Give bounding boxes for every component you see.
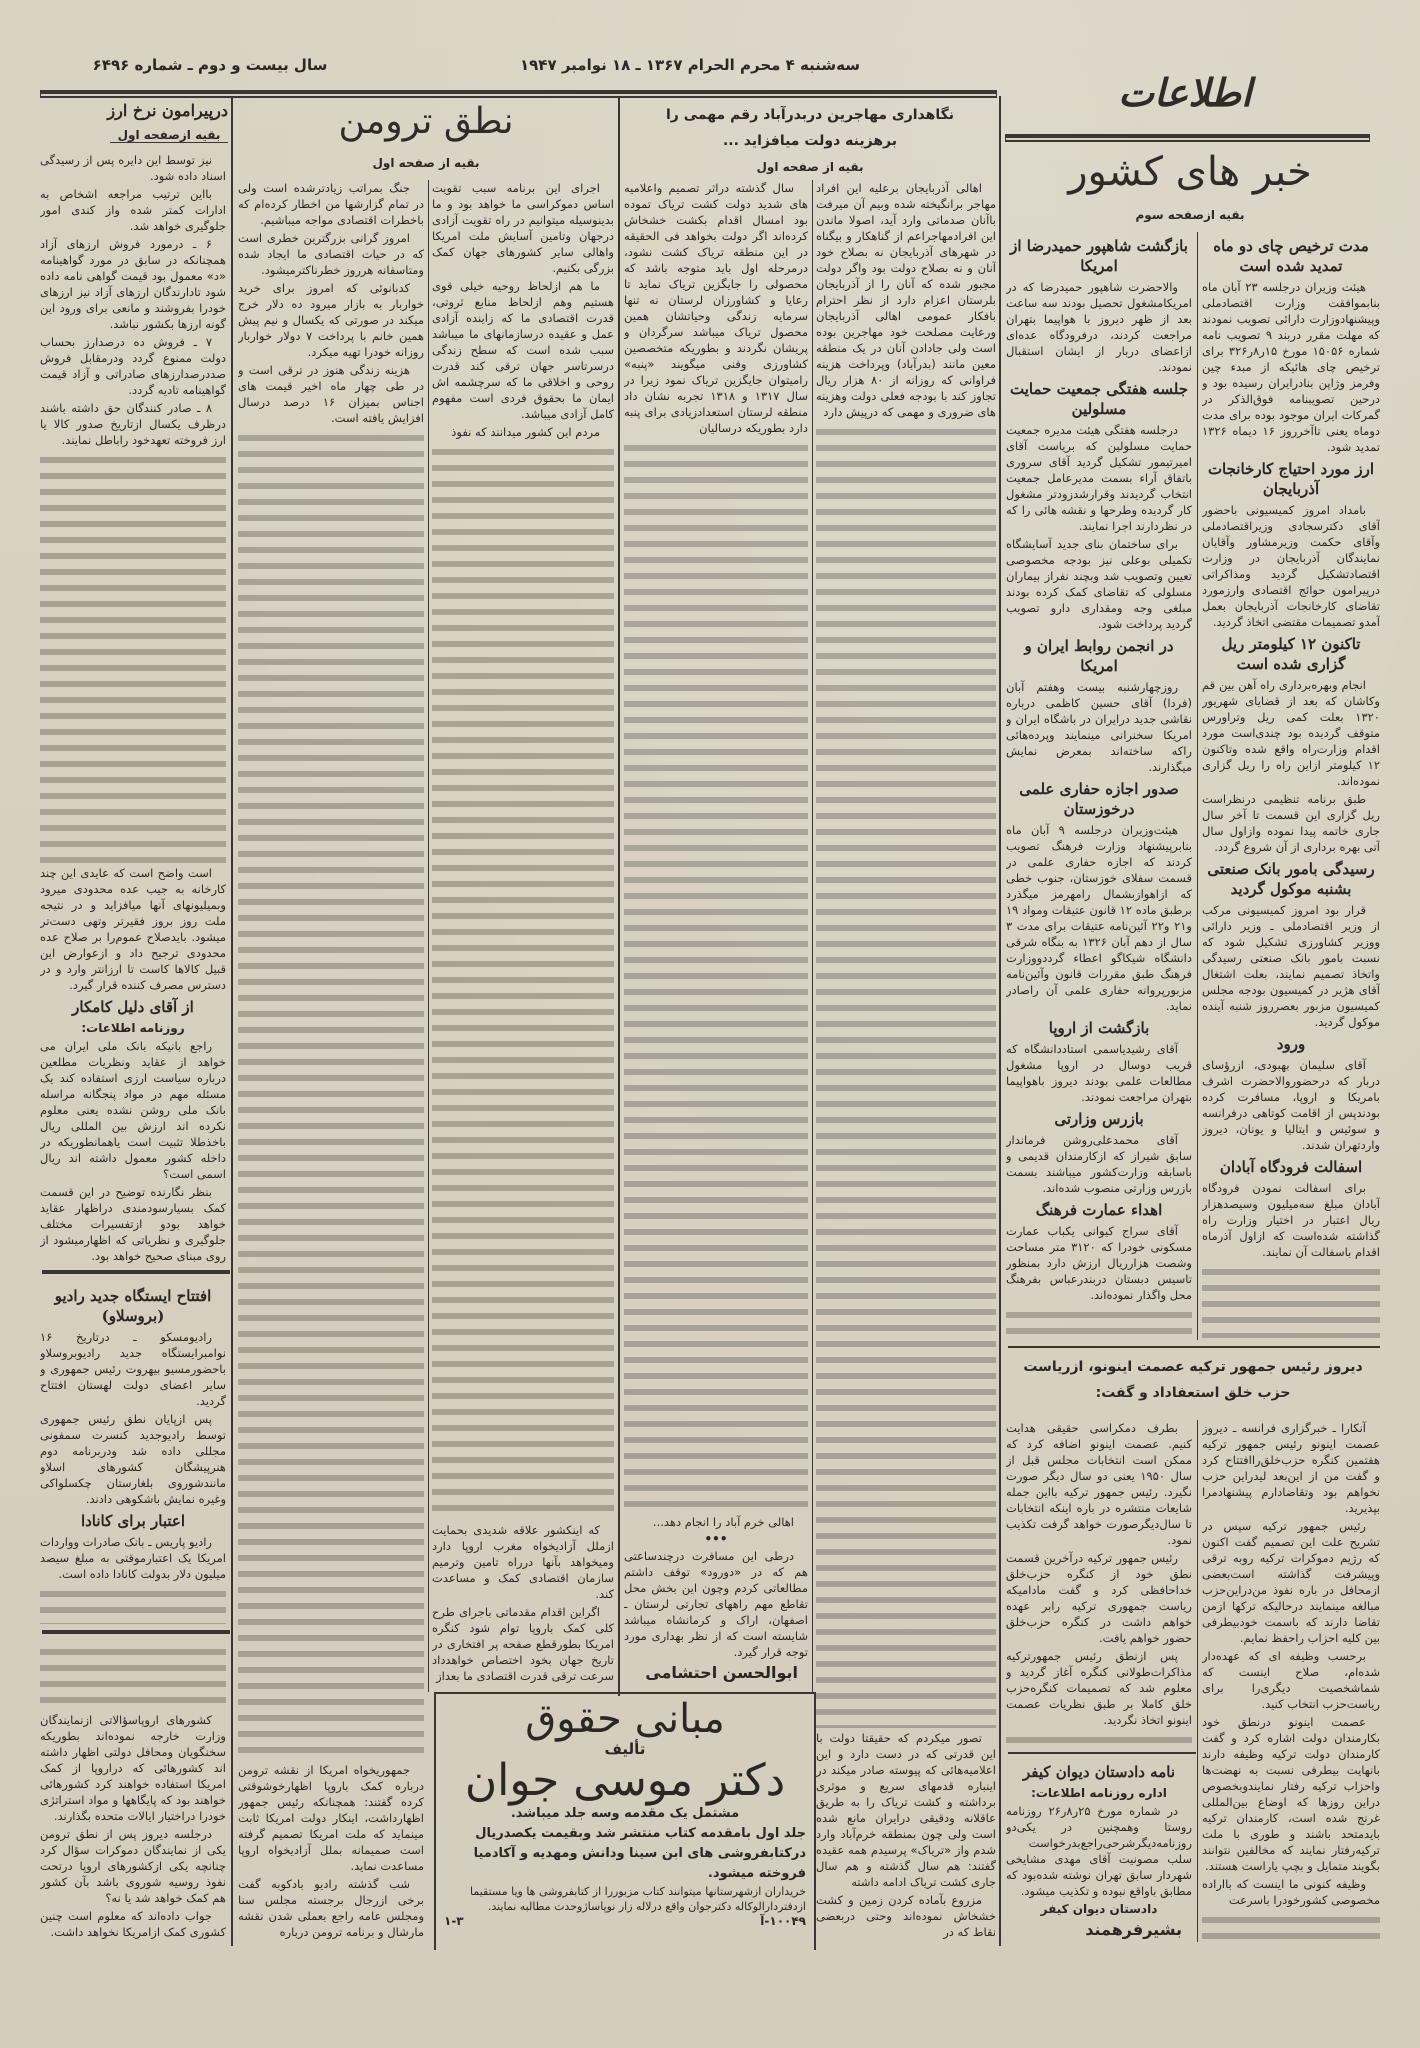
article-paragraph: اهالی خرم آباد را انجام دهد...: [652, 1515, 794, 1529]
migrants-headline: [624, 102, 996, 154]
article-heading: بازگشت از اروپا: [1048, 1019, 1150, 1037]
article-paragraph: اگراین اقدام مقدماتی باجرای طرح کلی کمک باروپا توام شود کنگره امریکا بطورقطع صفحه پر افتخاری در تاریخ جهان بخود اختصاص خواهدداد سرعت ترقی قدرت اقتصادی ما بعداز: [432, 1605, 614, 1683]
article-paragraph: ۷ ـ فروش ده درصدارز بحساب دولت ممنوع گردد ودرمقابل فروش صددرصدارزهای صادراتی و آزاد قیمت گواهینامه تادیه گردد.: [40, 335, 226, 397]
text-lines: [432, 444, 614, 1520]
turkey-headline: [1003, 1354, 1383, 1406]
ad-run: ۱-۳: [444, 1914, 464, 1928]
article-paragraph: والاحضرت شاهپور حمیدرضا که در امریکامشغول تحصیل بودند سه ساعت بعد از ظهر دیروز با هواپیما بتهران مراجعت کردند، درفرودگاه عده‌ای ازاعضای دربار از ایشان استقبال نمودند.: [1006, 280, 1192, 374]
book-advertisement: [434, 1692, 816, 1950]
article-bottom: [432, 1522, 614, 1686]
column-divider: [1197, 1420, 1198, 1942]
article-paragraph: برای ساختمان بنای جدید آسایشگاه تکمیلی بوعلی نیز بودجه مخصوصی تعیین وتصویب شد وبچند نفراز بیماران مسلولی که تقاضای کمک کرده بودند مبلغی وجه ومقداری دارو تصویب گردید پرداخت شود.: [1006, 537, 1192, 631]
migrants-left-column: [624, 180, 808, 1686]
article-paragraph: رادیومسکو ـ درتاریخ ۱۶ نوامبرایستگاه جدید رادیوبروسلاو باحضورمسیو بیهروت رئیس جمهوری و سایر اعضای دولت لهستان افتتاح گردید.: [40, 1330, 226, 1408]
section-rule: [1005, 134, 1370, 138]
column-divider: [231, 96, 233, 1946]
headline-line: برهزینه دولت میافزاید ...: [722, 133, 898, 149]
truman-left-column: [238, 180, 424, 1942]
continued-note: بقیه ازصفحه سوم: [1135, 208, 1245, 222]
article-body: [40, 1282, 226, 1584]
article-paragraph: است واضح است که عایدی این چند کارخانه به جیب عده محدودی میرود وبمیلیونهای آنها میافزاید و در نتیجه ملت روز بروز فقیرتر وتهی دست‌تر میشود. بایدصلاح عموم‌را بر صلاح عده محدودی ترجیح داد و ازعوارض این قبیل کالاها کاست تا ارزانتر وارد و در دسترس مصرف کننده قرار گیرد.: [40, 866, 226, 992]
text-lines: [40, 1644, 226, 1710]
article-paragraph: روزچهارشنبه بیست وهفتم آبان (فردا) آقای حسین کاظمی درباره نقاشی جدید درایران در باشگاه ایران و امریکا سخنرانی مینمایند وپرده‌هائی راکه ساخته‌اند بمعرض نمایش میگذارند.: [1006, 680, 1192, 774]
article-heading: از آقای دلیل کامکار: [72, 998, 194, 1016]
article-paragraph: شب گذشته رادیو بادکوبه گفت برخی ازرجال برجسته مجلس سنا ومجلس عامه راجع بعملی شدن نقشه مارشال و برنامه ترومن درباره: [238, 1877, 424, 1939]
article-paragraph: درجلسه دیروز پس از نطق ترومن یکی از نمایندگان دموکرات سؤال کرد چنانچه یکی ازکشورهای اروپا درتحت نفوذ روسیه شوروی باشد بآن کشور هم کمک خواهد شد یا نه؟: [40, 1827, 226, 1905]
section-rule: [42, 1270, 230, 1274]
article-paragraph: امروز گرانی بزرگترین خطری است که در حیات اقتصادی ما ایجاد شده ومتاسفانه هرروز خطرناکترمیشود.: [238, 231, 424, 277]
continued-note: بقیه ازصفحه اول: [110, 128, 228, 143]
national-right-column: [1202, 232, 1380, 1340]
article-paragraph: کدبانوئی که امروز برای خرید خواربار به بازار میرود ده دلار خرج میکند در صورتی که یکسال و نیم پیش همین خانم با پرداخت ۷ دولار خواربار روزانه خودرا تهیه میکرد.: [238, 281, 424, 359]
ad-book-title: مبانی حقوق: [525, 1696, 725, 1742]
ad-author: دکتر موسی جوان: [464, 1755, 786, 1806]
article-heading: اعتبار برای کانادا: [80, 1512, 186, 1530]
national-left-column: [1006, 232, 1192, 1340]
article-heading: اهداء عمارت فرهنگ: [1035, 1201, 1163, 1219]
masthead-logo: اطلاعات: [1118, 70, 1252, 115]
headline-line: حزب خلق استعفاداد و گفت:: [1095, 1385, 1291, 1401]
ad-note: خریداران ازشهرستانها میتوانند کتاب مزبوررا از کتابفروشی ها ویا مستقیما ازدفتردارالوکاله دکترجوان واقع درلاله زار نوپاساژوحدت مطالبه نمایند.: [469, 1885, 806, 1913]
column-divider: [812, 180, 813, 1692]
article-paragraph: درطی این مسافرت درچندساعتی هم که در «دورود» توقف داشتم مطالعاتی کردم وچون این بخش محل تقاطع مهم راههای تجارتی لرستان ـ اصفهان، اراک و کرمانشاه میباشد شایسته است که از نظر بهداری مورد توجه قرار گیرد.: [624, 1549, 808, 1659]
article-top: [624, 180, 808, 438]
text-lines: [1006, 1307, 1192, 1338]
article-paragraph: آقای سلیمان بهبودی، ازرؤسای دربار که درحضوروالاحضرت اشرف بامریکا و اروپا، مسافرت کرده بودندپس از اقامت کوتاهی درفرانسه و سوئیس و ایتالیا و یونان، دیروز واردتهران شدند.: [1202, 1058, 1380, 1152]
article-paragraph: نیز توسط این دایره پس از رسیدگی اسناد داده شود.: [40, 153, 226, 183]
article-heading: بازگشت شاهپور حمیدرضا از امریکا: [1010, 237, 1188, 275]
article-top: [238, 180, 424, 428]
article-heading: مدت ترخیص چای دو ماه تمدید شده است: [1213, 237, 1369, 275]
article-paragraph: بنظر نگارنده توضیح در این قسمت کمک بسیارسودمندی دراظهار عقاید خواهد بودو ازتفسیرات مختلف جلوگیری و نظریاتی که اظهارمیشود از روی مبنای صحیح خواهد بود.: [40, 1185, 226, 1263]
ad-line: جلد اول بامقدمه کتاب منتشر شد وبقیمت یکصدریال: [475, 1826, 806, 1841]
article-paragraph: ۸ ـ صادر کنندگان حق داشته باشند درظرف یکسال ازتاریخ صدور کالا یا ارز فروخته تعهدخود راباطل نمایند.: [40, 401, 226, 447]
article-paragraph: در شماره مورخ ۲۵ر۸ر۲۶ روزنامه روستا وهمچنین در یکی‌دو روزنامه‌دیگرشرحی‌راجع‌بدرخواست سلب مصونیت آقای مهدی مشایخی شهردار سابق تهران نوشته شده‌بود که مطابق باواقع نبوده و تکذیب میشود.: [1006, 1804, 1192, 1898]
article-paragraph: کشورهای اروپاسؤالاتی ازنمایندگان وزارت خارجه نموده‌اند بطوریکه سخنگویان ومحافل دولتی اظهار داشته اند کشورهائی که دراروپا از کمک امریکا استفاده خواهند کرد کشورهائی خواهند بود که پایگاهها و مواد استراتژی خودرا دراختیار ایالات متحده بگذارند.: [40, 1713, 226, 1823]
article-paragraph: مردم این کشور میدانند که نفوذ: [451, 425, 600, 439]
article-paragraph: بامداد امروز کمیسیونی باحضور آقای دکترسجادی وزیراقتصادملی وآقای حکمت وزیرمشاور وآقایان نمایندگان آذربایجان در وزارت اقتصادتشکیل گردید ومذاکراتی درپیرامون حوائج اقتصادی وارزمورد تقاضای کارخانجات آذربایجان بعمل آمدو تصمیمات مقتضی اتخاذ گردید.: [1202, 503, 1380, 629]
currency-headline: درپیرامون نرخ ارز: [107, 101, 228, 120]
article-bottom: [624, 1514, 808, 1686]
article-bottom: [816, 1730, 996, 1942]
migrants-right-column: [816, 180, 996, 1942]
article-paragraph: پس ازپایان نطق رئیس جمهوری توسط رادیوجدید کنسرت سمفونی مجللی داده شد ودربرنامه دوم هنرپیشگان کشورهای اسلاو مانندشوروی بلغارستان چکسلواکی وغیره نمایش باشکوهی دادند.: [40, 1412, 226, 1506]
column-divider: [999, 96, 1001, 1946]
article-paragraph: هزینه زندگی هنوز در ترقی است و در طی چهار ماه اخیر قیمت های اجناس بمیزان ۱۶ درصد درسال افزایش یافته است.: [238, 363, 424, 425]
ad-line: فروخته میشود.: [707, 1866, 806, 1881]
ad-line: درکتابفروشی های ابن سینا ودانش ومهدیه و آکادمیا: [473, 1846, 806, 1861]
issue-date: سه‌شنبه ۴ محرم الحرام ۱۳۶۷ ـ ۱۸ نوامبر ۱۹۴۷: [520, 56, 860, 74]
article-paragraph: انجام وبهره‌برداری راه آهن بین قم وکاشان که بعد از قضایای شهریور ۱۳۲۰ بعلت کمی ریل وتراورس متوقف گردیده بود چندی‌است مورد اقدام وزارت‌راه واقع شده وتاکنون ۱۲ کیلومتر ازاین راه را ریل گزاری نموده‌اند.: [1202, 678, 1380, 788]
section-rule: [1008, 1752, 1196, 1754]
article-heading: جلسه هفتگی جمعیت حمایت مسلولین: [1010, 380, 1188, 418]
article-paragraph: ما هم ازلحاظ روحیه خیلی قوی هستیم وهم ازلحاظ منابع ثروتی، قدرت اقتصادی ما که زاینده آزادی عمل و عقیده درسازمانهای ما میباشد سبب شده است که سطح زندگی درسرتاسر جهان ترقی کند قدرت روحی و اخلاقی ما که سرچشمه اش ایمان ما بحقوق فردی است مفهوم کامل آزادی میباشد.: [432, 279, 614, 421]
article-heading: اسفالت فرودگاه آبادان: [1219, 1158, 1363, 1176]
article-heading: رسیدگی بامور بانک صنعتی بشنبه موکول گردید: [1207, 860, 1375, 898]
article-paragraph: بااین ترتیب مراجعه اشخاص به ادارات کمتر شده واز کندی امور جلوگیری خواهد شد.: [40, 187, 226, 233]
article-body: [1202, 1420, 1380, 1910]
article-bottom: [238, 1762, 424, 1942]
turkey-left-column: [1006, 1420, 1192, 1748]
truman-continuation: [40, 1642, 226, 1942]
article-paragraph: راجع بانیکه بانک ملی ایران می خواهد از عقاید ونظریات مطلعین درباره سیاست ارزی استفاده کند یک مسئله مهم در مواد پنجگانه مراسله بانک ملی روشن نشده یعنی معلوم نکرده اند ارزش بین المللی ریال باخذطلا تثبیت است یاهمانطوریکه در داخله کشور معمول داشته اند ریال اسمی است؟: [40, 1039, 226, 1181]
article-signature: ابوالحسن احتشامی: [645, 1663, 798, 1682]
article-subline: اداره روزنامه اطلاعات:: [1031, 1786, 1167, 1800]
article-subline: دادستان دیوان کیفر: [1040, 1902, 1158, 1916]
currency-article: [40, 152, 226, 1266]
ad-by-label: تألیف: [604, 1740, 646, 1758]
article-paragraph: جمهوریخواه امریکا از نقشه ترومن درباره کمک باروپا اظهارخوشوقتی کرده گفتند: همچنانکه رئیس جمهور اظهارداشت، اینکار دولت امریکا ثابت مینماید که ملت امریکا تصمیم گرفته است صمیمانه بملل آزادیخواه اروپا مساعدت نماید.: [238, 1763, 424, 1873]
article-heading: بازرس وزارتی: [1054, 1110, 1144, 1128]
article-bottom: [40, 865, 226, 1266]
article-paragraph: که اینکشور علاقه شدیدی بحمایت ازملل آزادیخواه مغرب اروپا دارد ومیخواهد بآنها درراه تامین وترمیم سازمان اقتصادی کمک و مساعدت کند.: [432, 1523, 614, 1601]
article-heading: صدور اجازه حفاری علمی درخوزستان: [1019, 780, 1179, 818]
article-paragraph: سال گذشته دراثر تصمیم واعلامیه های شدید دولت کشت تریاک تموده بود امسال اقدام بکشت خشخاش کرده‌اند اگر دولت بخواهد فی الحقیقه در این منطقه تریاک کشت نشود، درمرحله اول باید متوجه باشد که محصولی را جایگزین تریاک نماید تا رعایا و کشاورزان لرستان نه تنها سرمایه زندگی وحیاتشان همین محصول تریاک میباشد سرگردان و پریشان نگردند و بطوریکه متخصصین کشاورزی وفنی میگویند «پنبه» رامیتوان جایگزین تریاک نمود زیرا در سال ۱۳۱۷ و ۱۳۱۸ تجربه نشان داد منطقه لرستان استعدادزیادی برای پنبه دارد بطوریکه درسالیان: [624, 181, 808, 435]
article-paragraph: اهالی آذربایجان برعلیه این افراد مهاجر برانگیخته شده وبیم آن میرفت باآنان صدماتی وارد آید، اصولا ماندن این افرادمهاجراعم از گناهکار و بیگناه در شهرهای آذربایجان نه بصلاح خود آنان و نه بصلاح دولت بود واگر دولت مجبور شده که آنان را از آذربایجان بلرستان اعزام دارد از نظر احترام بافکار عمومی اهالی آذربایجان ورعایت مصلحت خود مهاجرین بوده است ولی جادادن آنان در یک منطقه معین مانند (بدرآباد) وپرداخت هزینه فراوانی که روزانه از ۸۰ هزار ریال تجاوز کند با بودجه فعلی دولت وهزینه های ضروری و مهمی که درپیش دارد: [816, 181, 996, 419]
prosecutor-letter: [1006, 1758, 1192, 1942]
column-divider: [1197, 232, 1198, 1340]
article-paragraph: عصمت اینونو درنطق خود بکارمندان دولت اشاره کرد و گفت کارمندان دولت ترکیه وظیفه دارند بانهایت بیطرفی نسبت به نهضت‌ها واحزاب ترکیه رفتار نمایندوبخصوص دراین روزها که اوضاع بین‌المللی غرنج شده است، کارمندان ترکیه بایدمتحد باشند و طوری با ملت ترکیه‌رفتار نمایند که مخالفین نتوانند بگویند متمایل و بچپ یاراست هستند.: [1202, 1715, 1380, 1873]
article-top: [816, 180, 996, 422]
article-paragraph: برای اسفالت نمودن فرودگاه آبادان مبلغ سه‌میلیون وسیصدهزار ریال اعتبار در اختیار وزارت راه گذاشته شده‌است که ازاول آذرماه اقدام باسفالت آن نمایند.: [1202, 1181, 1380, 1259]
text-lines: [40, 1586, 226, 1624]
article-heading: ورود: [1276, 1035, 1306, 1053]
article-paragraph: آقای محمدعلی‌روشن فرماندار سابق شیراز که ازکارمندان قدیمی و باسابقه وزارت‌کشور میباشند بسمت بازرس وزارتی منصوب شده‌اند.: [1006, 1133, 1192, 1195]
article-paragraph: آقای رشیدیاسمی استاددانشگاه که قریب دوسال در اروپا مشغول مطالعات علمی بودند دیروز باهواپیما بتهران مراجعت نمودند.: [1006, 1042, 1192, 1104]
article-paragraph: رادیو پاریس ـ بانک صادرات وواردات امریکا یک اعتبارموقتی به مبلغ سیصد میلیون دلار بدولت کانادا داده است.: [40, 1535, 226, 1581]
ad-codes: [444, 1914, 806, 1929]
radio-news: [40, 1282, 226, 1626]
article-paragraph: برحسب وظیفه ای که عهده‌دار شده‌ام، صلاح اینست که شماشخصیت دیگری‌را برای ریاست‌حزب انتخاب کنید.: [1202, 1649, 1380, 1711]
article-body: [40, 1712, 226, 1942]
text-lines: [816, 424, 996, 1728]
article-paragraph: تصور میکردم که حقیقتا دولت با این قدرتی که در دست دارد و این اعلامیه‌هائی که پیوسته صادر میکند در اینباره قدمهای سریع و موثری برداشته و کشت تریاک را به طریق عاقلانه ودقیقی درایران مانع شده است ولی چون بمنطقه خرم‌آباد وارد شدم واز «تریاک» پرسیدم همه عقیده گفتند: هم سال گذشته و هم سال جاری کشت تریاک ادامه داشته: [816, 1731, 996, 1889]
headline-line: دیروز رئیس جمهور ترکیه عصمت اینونو، ازریاست: [1023, 1359, 1363, 1375]
article-heading: افتتاح ایستگاه جدید رادیو (بروسلاو): [54, 1287, 212, 1325]
headline-line: نگاهداری مهاجرین دربدرآباد رقم مهمی را: [666, 107, 954, 123]
continued-note: بقیه از صفحه اول: [372, 156, 480, 170]
article-body: [1202, 232, 1380, 1262]
turkey-right-column: [1202, 1420, 1380, 1942]
text-lines: [40, 452, 226, 863]
section-rule: [1008, 1346, 1380, 1348]
ad-code: ۱۰۰۴۹-آ: [760, 1914, 806, 1928]
truman-headline: نطق ترومن: [338, 101, 514, 142]
ad-line: مشتمل یک مقدمه وسه جلد میباشد.: [510, 1806, 740, 1821]
text-lines: [1006, 1732, 1192, 1746]
article-paragraph: رئیس جمهور ترکیه سپس در تشریح علت این تصمیم گفت اکنون که رژیم دموکرات ترکیه روبه ترقی وپیشرفت گذاشته است‌بعضی ازمحافل در باره نفوذ من‌دراین‌حزب مبالغه مینمایند درحالیکه ترکها ازمن تقاضا دارند که باسمت خودبیطرفی بین کلیه احزاب راحفظ نمایم.: [1202, 1519, 1380, 1645]
article-signature: بشیرفرهمند: [1085, 1920, 1182, 1939]
section-rule: [42, 1630, 230, 1634]
article-paragraph: آنکارا ـ خبرگزاری فرانسه ـ دیروز عصمت اینونو رئیس جمهور ترکیه هفتمین کنگره حزب‌خلق‌راافتتاح کرد و گفت من از این‌بعد لیدراین حزب نخواهم بود وتقاضادارم پیشنهادمرا بپذیرید.: [1202, 1421, 1380, 1515]
article-heading: در انجمن روابط ایران و امریکا: [1024, 637, 1174, 675]
article-paragraph: جنگ بمراتب زیادترشده است ولی در تمام گزارشها من اخطار کرده‌ام که باخطرات اقتصادی مواجه میباشیم.: [238, 181, 424, 227]
article-paragraph: هیئت وزیران درجلسه ۲۳ آبان ماه بنابموافقت وزارت اقتصادملی وپیشنهادوزارت دارائی تصویب نمودند که مهلت مقرر دربند ۹ تصویب نامه شماره ۱۵۰۵۶ مورخ ۱۵ر۸ر۳۲۶ برای ترخیص چای هائیکه از مبدء چین وفرمز وژاپن بنادرایران رسیده بود و درحین تصویبنامه فوق‌الذکر در گمرکات ایران موجود بوده برای مدت دوماه یعنی تاآخرروز ۱۶ دیماه ۱۳۲۶ تمدید شود.: [1202, 280, 1380, 454]
issue-number: سال بیست و دوم ـ شماره ۶۴۹۶: [92, 56, 328, 74]
article-paragraph: رئیس جمهور ترکیه درآخرین قسمت نطق خود از کنگره حزب‌خلق خداحافظی کرد و گفت مادامیکه ریاست جمهوری ترکیه رابر عهده خواهم داشت در کنگره حزب‌خلق حضور خواهم یافت.: [1006, 1551, 1192, 1645]
article-paragraph: طبق برنامه تنظیمی درنظراست ریل گزاری این قسمت تا آخر سال جاری خاتمه پیدا نموده وازاول سال آتی بهره برداری از آن شروع گردد.: [1202, 792, 1380, 854]
text-lines: [238, 430, 424, 1760]
article-paragraph: بطرف دمکراسی حقیقی هدایت کنیم. عصمت اینونو اضافه کرد که ممکن است انتخابات مجلس قبل از سال ۱۹۵۰ یعنی دو سال دیگر صورت نگیرد. رئیس جمهور ترکیه بااین جمله شایعات منتشره در باره اینکه انتخابات تا سال‌دیگرصورت خواهد گرفت تکذیب نمود.: [1006, 1421, 1192, 1547]
article-paragraph: جواب داده‌اند که معلوم است چنین کشوری کمک ازامریکا نخواهد داشت.: [40, 1909, 226, 1939]
article-separator: •••: [704, 1532, 728, 1546]
article-paragraph: هیئت‌وزیران درجلسه ۹ آبان ماه بنابرپیشنهاد وزارت فرهنگ تصویب کردند که اجازه حفاری علمی در قسمت سفلای خوزستان، جنوب خطی که ازاهوازبشمال رامهرمز میگذرد برطبق ماده ۱۲ قانون عتیقات ومواد ۱۹ و۲۱ و۲۲ آئین‌نامه عتیقات برای مدت ۳ سال از دهم آبان ۱۳۲۶ به بنگاه شرقی دانشگاه شیکاگو اعطاء گرددووزارت فرهنگ طبق مقررات قانون وآئین‌نامه مزبورپروانه حفاری علمی آن راصادر نماید.: [1006, 823, 1192, 1013]
article-paragraph: مزروع بآماده کردن زمین و کشت خشخاش نموده‌اند وحتی دربعضی نقاط که در: [816, 1893, 996, 1939]
article-heading: نامه دادستان دیوان کیفر: [1022, 1763, 1175, 1781]
article-paragraph: آقای سراج کیوانی یکباب عمارت مسکونی خودرا که ۳۱۲۰ متر مساحت وشصت هزارریال ارزش دارد بمنظور تاسیس دبستان دربندرعباس بفرهنگ محل واگذار نموده‌اند.: [1006, 1224, 1192, 1302]
article-paragraph: پس ازنطق رئیس جمهورترکیه مذاکرات‌طولانی کنگره آغاز گردید و معلوم شد که تصمیمات کنگره‌حزب خلق کاملا بر طبق نظریات عصمت اینونو اتخاذ نگردید.: [1006, 1649, 1192, 1727]
article-body: [1006, 1420, 1192, 1730]
text-lines: [624, 440, 808, 1512]
column-divider: [428, 180, 429, 1692]
article-paragraph: درجلسه هفتگی هیئت مدیره جمعیت حمایت مسلولین که بریاست آقای امیرتیمور تشکیل گردید آقای سروری باتفاق آراء بسمت مدیرعامل جمعیت انتخاب گردیدند وقرارشدزودتر مشغول کار گردیده وطرحها و نقشه هائی را که در نظردارند اجرا نمایند.: [1006, 423, 1192, 533]
article-paragraph: قرار بود امروز کمیسیونی مرکب از وزیر اقتصادملی ـ وزیر دارائی ووزیر کشاورزی تشکیل شود که نسبت بامور بانک صنعتی رسیدگی واتخاذ تصمیم نمایند، بعلت اشتغال آقای هژیر در کمیسیون بودجه مجلس کمیسیون مزبور بعصرروز شنبه آینده موکول گردید.: [1202, 903, 1380, 1029]
article-top: [432, 180, 614, 442]
article-paragraph: وظیفه کنونی ما اینست که بااراده مخصوصی کشورخودرا باسرعت: [1202, 1877, 1380, 1907]
article-top: [40, 152, 226, 450]
article-body: [1006, 232, 1192, 1305]
article-body: [1006, 1758, 1192, 1942]
article-paragraph: اجرای این برنامه سبب تقویت اساس دموکراسی ما خواهد بود و ما بدینوسیله میتوانیم در راه تقویت آزادی درجهان وتامین آسایش ملت امریکا واهالی سایر کشورهای جهان کمک بزرگی بکنیم.: [432, 181, 614, 275]
truman-right-column: [432, 180, 614, 1686]
article-subline: روزنامه اطلاعات:: [81, 1021, 185, 1035]
national-news-headline: خبر های کشور: [1068, 149, 1312, 195]
header-rule: [40, 90, 997, 94]
text-lines: [1202, 1912, 1380, 1940]
continued-note: بقیه از صفحه اول: [756, 160, 864, 174]
text-lines: [1202, 1264, 1380, 1338]
column-divider: [618, 96, 620, 1696]
article-heading: ارز مورد احتیاج کارخانجات آذربایجان: [1207, 460, 1375, 498]
article-paragraph: ۶ ـ درمورد فروش ارزهای آزاد همچنانکه در سابق در مورد گواهینامه «د» معمول بود قیمت گواهی نامه داده شود تادارندگان ارزهای آزاد نیز ارزهای خودرا بفروشند و مانعی برای ورود این گونه ارزها بکشور نباشد.: [40, 237, 226, 331]
article-heading: تاکنون ۱۲ کیلومتر ریل گزاری شده است: [1221, 635, 1361, 673]
